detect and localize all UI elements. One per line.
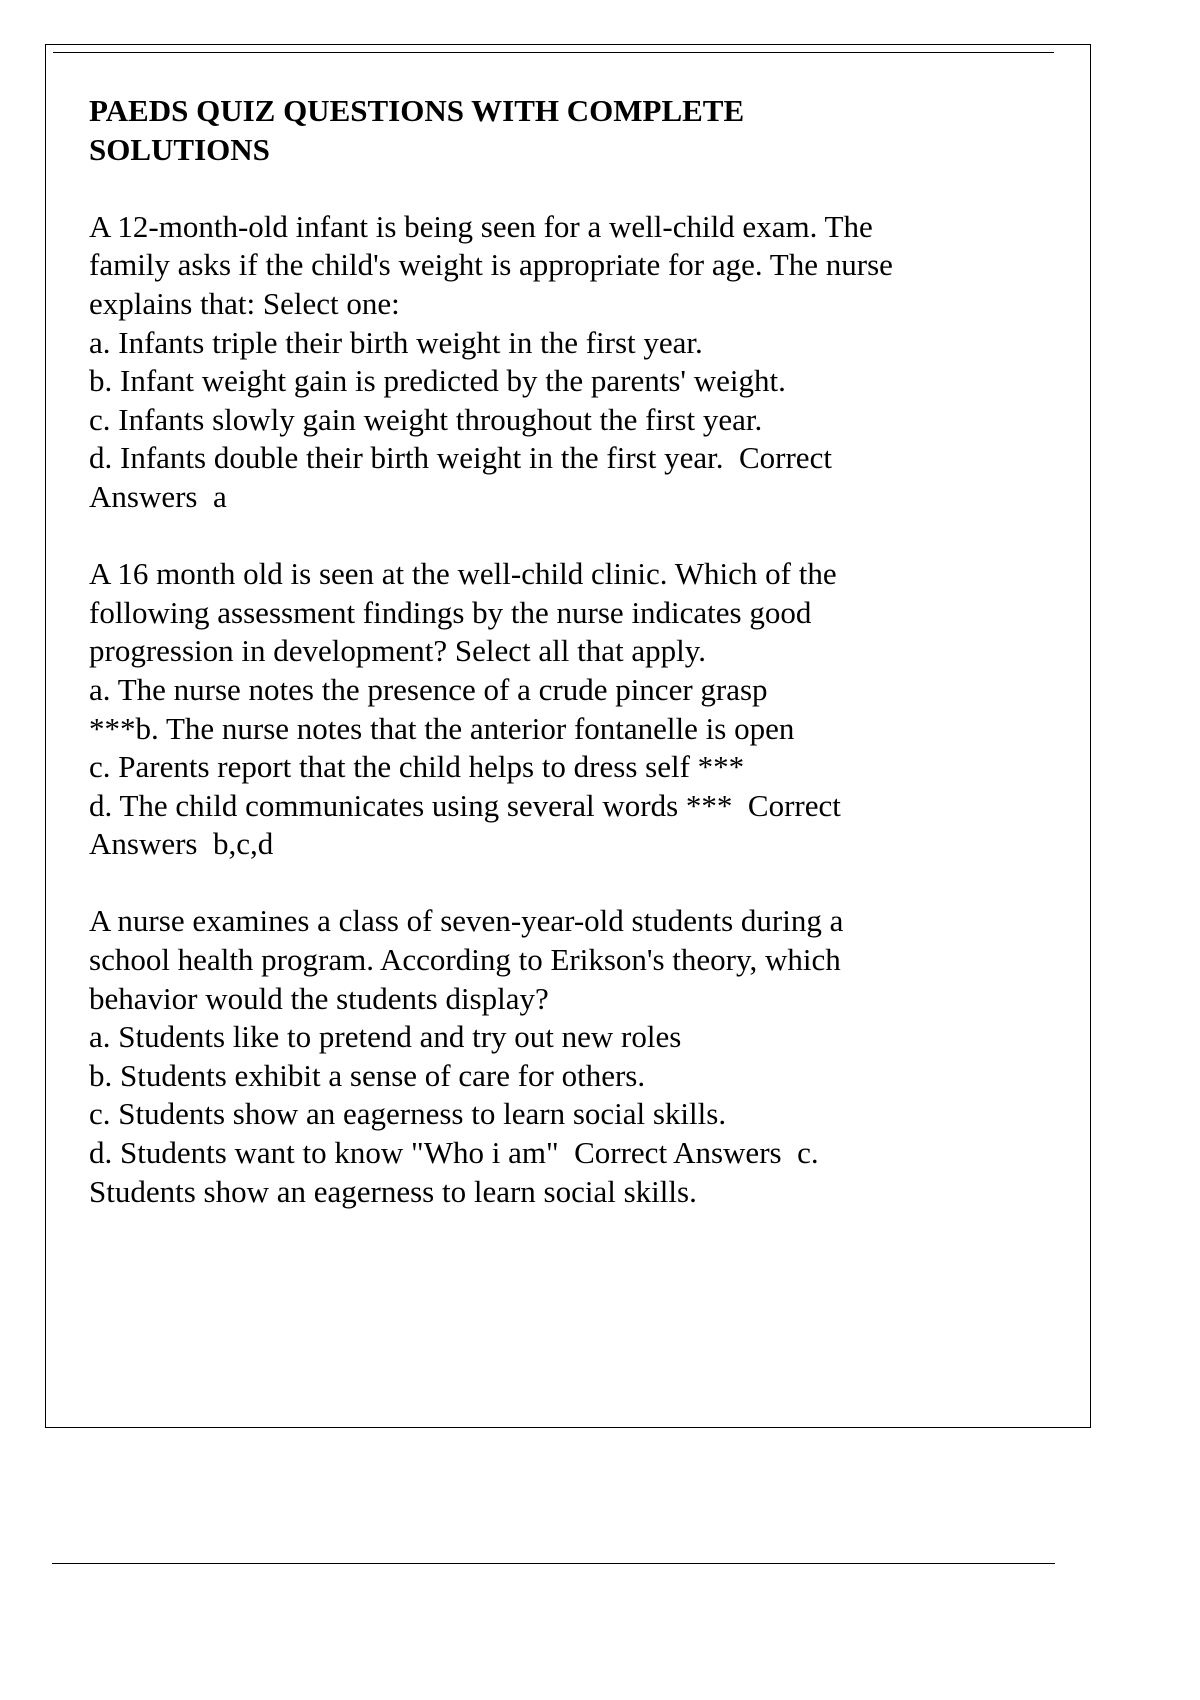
correct-answer: Students show an eagerness to learn social skills. <box>89 1173 697 1209</box>
document-content <box>89 92 989 1211</box>
question-stem-line: A 16 month old is seen at the well-child clinic. Which of the <box>89 556 837 592</box>
answer-option-a: a. The nurse notes the presence of a crude pincer grasp <box>89 671 768 707</box>
correct-answer: Answers a <box>89 478 227 514</box>
answer-option-c: c. Parents report that the child helps to dress self *** <box>89 749 745 785</box>
correct-answer: Answers b,c,d <box>89 826 274 862</box>
question-stem-line: explains that: Select one: <box>89 285 400 321</box>
question-3 <box>89 902 989 1211</box>
question-2 <box>89 555 989 864</box>
question-stem-line: A nurse examines a class of seven-year-old students during a <box>89 903 844 939</box>
question-stem-line: school health program. According to Erikson's theory, which <box>89 942 841 978</box>
footer-rule <box>52 1563 1055 1564</box>
answer-option-d: d. Infants double their birth weight in the first year. Correct <box>89 440 832 476</box>
answer-option-d: d. Students want to know "Who i am" Correct Answers c. <box>89 1135 819 1171</box>
answer-option-b: b. Infant weight gain is predicted by the parents' weight. <box>89 363 786 399</box>
question-stem-line: following assessment findings by the nurse indicates good <box>89 594 812 630</box>
question-stem-line: progression in development? Select all that apply. <box>89 633 706 669</box>
answer-option-a: a. Infants triple their birth weight in the first year. <box>89 324 703 360</box>
header-rule <box>53 52 1054 53</box>
answer-option-a: a. Students like to pretend and try out new roles <box>89 1019 682 1055</box>
answer-option-d: d. The child communicates using several words *** Correct <box>89 787 841 823</box>
document-title <box>89 92 989 169</box>
title-line: SOLUTIONS <box>89 131 270 167</box>
question-stem-line: behavior would the students display? <box>89 980 549 1016</box>
question-1 <box>89 208 989 517</box>
answer-option-c: c. Infants slowly gain weight throughout the first year. <box>89 401 763 437</box>
title-line: PAEDS QUIZ QUESTIONS WITH COMPLETE <box>89 93 745 128</box>
question-stem-line: A 12-month-old infant is being seen for a well-child exam. The <box>89 208 873 244</box>
answer-option-b: b. Students exhibit a sense of care for others. <box>89 1057 646 1093</box>
answer-option-c: c. Students show an eagerness to learn social skills. <box>89 1096 727 1132</box>
answer-option-b: ***b. The nurse notes that the anterior fontanelle is open <box>89 710 795 746</box>
question-stem-line: family asks if the child's weight is appropriate for age. The nurse <box>89 247 893 283</box>
